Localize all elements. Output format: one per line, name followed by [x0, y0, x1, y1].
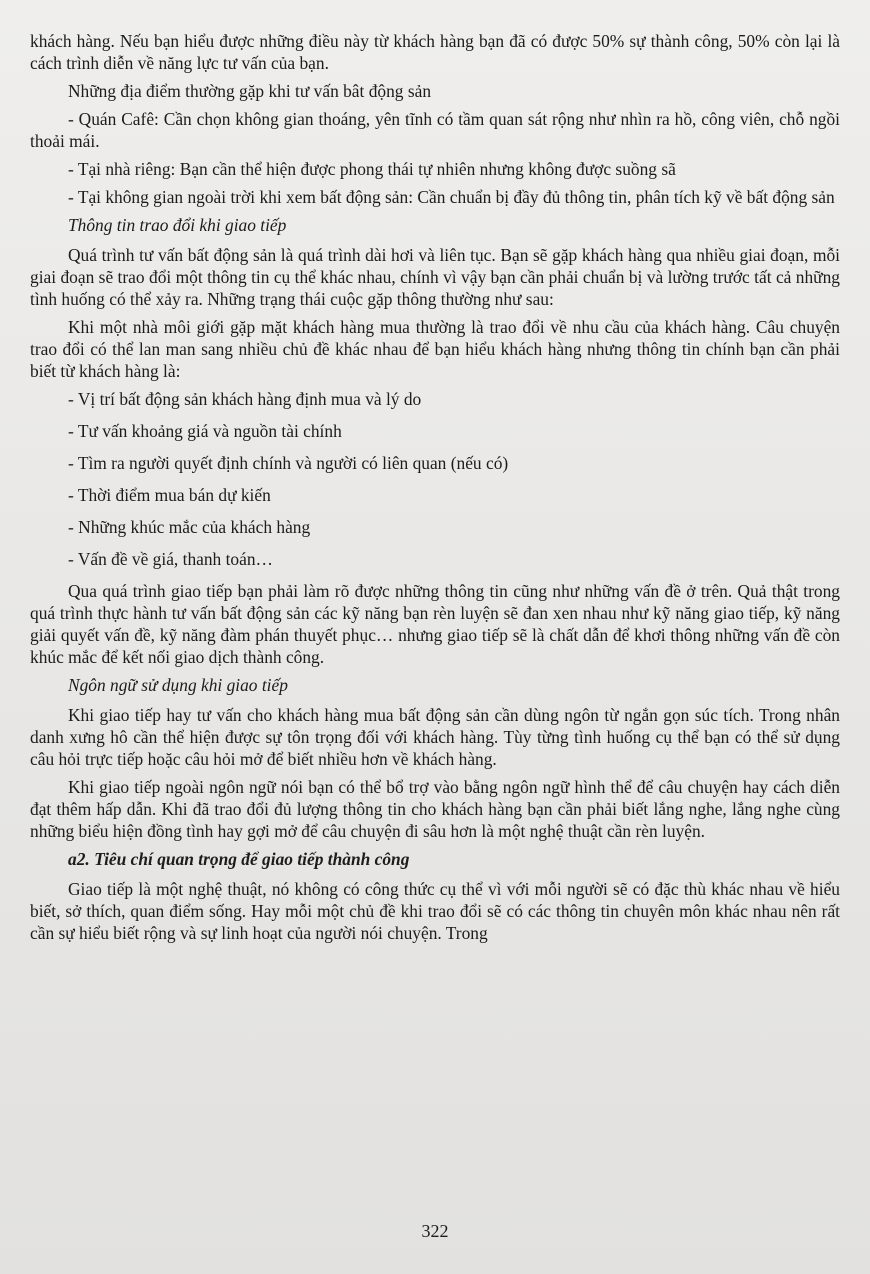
- list-item: - Tìm ra người quyết định chính và người có liên quan (nếu có): [68, 453, 509, 473]
- paragraph-intro: khách hàng. Nếu bạn hiểu được những điều này từ khách hàng bạn đã có được 50% sự thành công, 50% còn lại là cách trình diễn về năng lực tư vấn của bạn.: [30, 31, 840, 73]
- section-heading-a2: a2. Tiêu chí quan trọng để giao tiếp thành công: [68, 849, 410, 869]
- list-item: - Những khúc mắc của khách hàng: [68, 517, 311, 537]
- page-content: [30, 30, 840, 950]
- page-number: 322: [421, 1221, 449, 1241]
- paragraph-consulting-process: Quá trình tư vấn bất động sản là quá trình dài hơi và liên tục. Bạn sẽ gặp khách hàng qua nhiều giai đoạn, mỗi giai đoạn sẽ trao đổi một thông tin cụ thể khác nhau, chính vì vậy bạn cần phải chuẩn bị và lường trước tất cả những tình huống có thể xảy ra. Những trạng thái cuộc gặp thông thường như sau:: [30, 245, 840, 309]
- section-heading-language: Ngôn ngữ sử dụng khi giao tiếp: [68, 675, 288, 695]
- paragraph-outdoor: - Tại không gian ngoài trời khi xem bất động sản: Cần chuẩn bị đầy đủ thông tin, phân tích kỹ về bất động sản: [68, 187, 835, 207]
- paragraph-locations-heading: Những địa điểm thường gặp khi tư vấn bât động sản: [68, 81, 432, 101]
- paragraph-cafe: - Quán Cafê: Cần chọn không gian thoáng, yên tĩnh có tầm quan sát rộng như nhìn ra hồ, công viên, chỗ ngồi thoải mái.: [30, 109, 840, 151]
- section-heading-info-exchange: Thông tin trao đổi khi giao tiếp: [68, 215, 287, 235]
- list-item: - Tư vấn khoảng giá và nguồn tài chính: [68, 421, 342, 441]
- paragraph-client-needs: Khi một nhà môi giới gặp mặt khách hàng mua thường là trao đổi về nhu cầu của khách hàng. Câu chuyện trao đổi có thể lan man sang nhiều chủ đề khác nhau để bạn hiểu khách hàng nhưng thông tin chính bạn cần phải biết từ khách hàng là:: [30, 317, 840, 381]
- paragraph-body-language: Khi giao tiếp ngoài ngôn ngữ nói bạn có thể bổ trợ vào bằng ngôn ngữ hình thể để câu chuyện hay cách diễn đạt thêm hấp dẫn. Khi đã trao đổi đủ lượng thông tin cho khách hàng bạn cần phải biết lắng nghe, lắng nghe cùng những biểu hiện đồng tình hay gợi mở để câu chuyện đi sâu hơn là một nghệ thuật cần rèn luyện.: [30, 777, 840, 841]
- paragraph-communication-skills: Qua quá trình giao tiếp bạn phải làm rõ được những thông tin cũng như những vấn đề ở trên. Quả thật trong quá trình thực hành tư vấn bất động sản các kỹ năng bạn rèn luyện sẽ đan xen nhau như kỹ năng giao tiếp, kỹ năng giải quyết vấn đề, kỹ năng đàm phán thuyết phục… nhưng giao tiếp sẽ là chất dẫn để khơi thông những vấn đề còn khúc mắc để kết nối giao dịch thành công.: [30, 581, 840, 667]
- paragraph-concise-language: Khi giao tiếp hay tư vấn cho khách hàng mua bất động sản cần dùng ngôn từ ngắn gọn súc tích. Trong nhân danh xưng hô cần thể hiện được sự tôn trọng đối với khách hàng. Tùy từng tình huống cụ thể bạn có thể sử dụng câu hỏi trực tiếp hoặc câu hỏi mở để biết nhiều hơn về khách hàng.: [30, 705, 840, 769]
- paragraph-communication-art: Giao tiếp là một nghệ thuật, nó không có công thức cụ thể vì với mỗi người sẽ có đặc thù khác nhau về hiểu biết, sở thích, quan điểm sống. Hay mỗi một chủ đề khi trao đổi sẽ có các thông tin chuyên môn khác nhau nên rất cần sự hiểu biết rộng và sự linh hoạt của người nói chuyện. Trong: [30, 879, 840, 943]
- list-item: - Vị trí bất động sản khách hàng định mua và lý do: [68, 389, 422, 409]
- paragraph-home: - Tại nhà riêng: Bạn cần thể hiện được phong thái tự nhiên nhưng không được suồng sã: [68, 159, 676, 179]
- list-item: - Vấn đề về giá, thanh toán…: [68, 549, 273, 569]
- list-item: - Thời điểm mua bán dự kiến: [68, 485, 271, 505]
